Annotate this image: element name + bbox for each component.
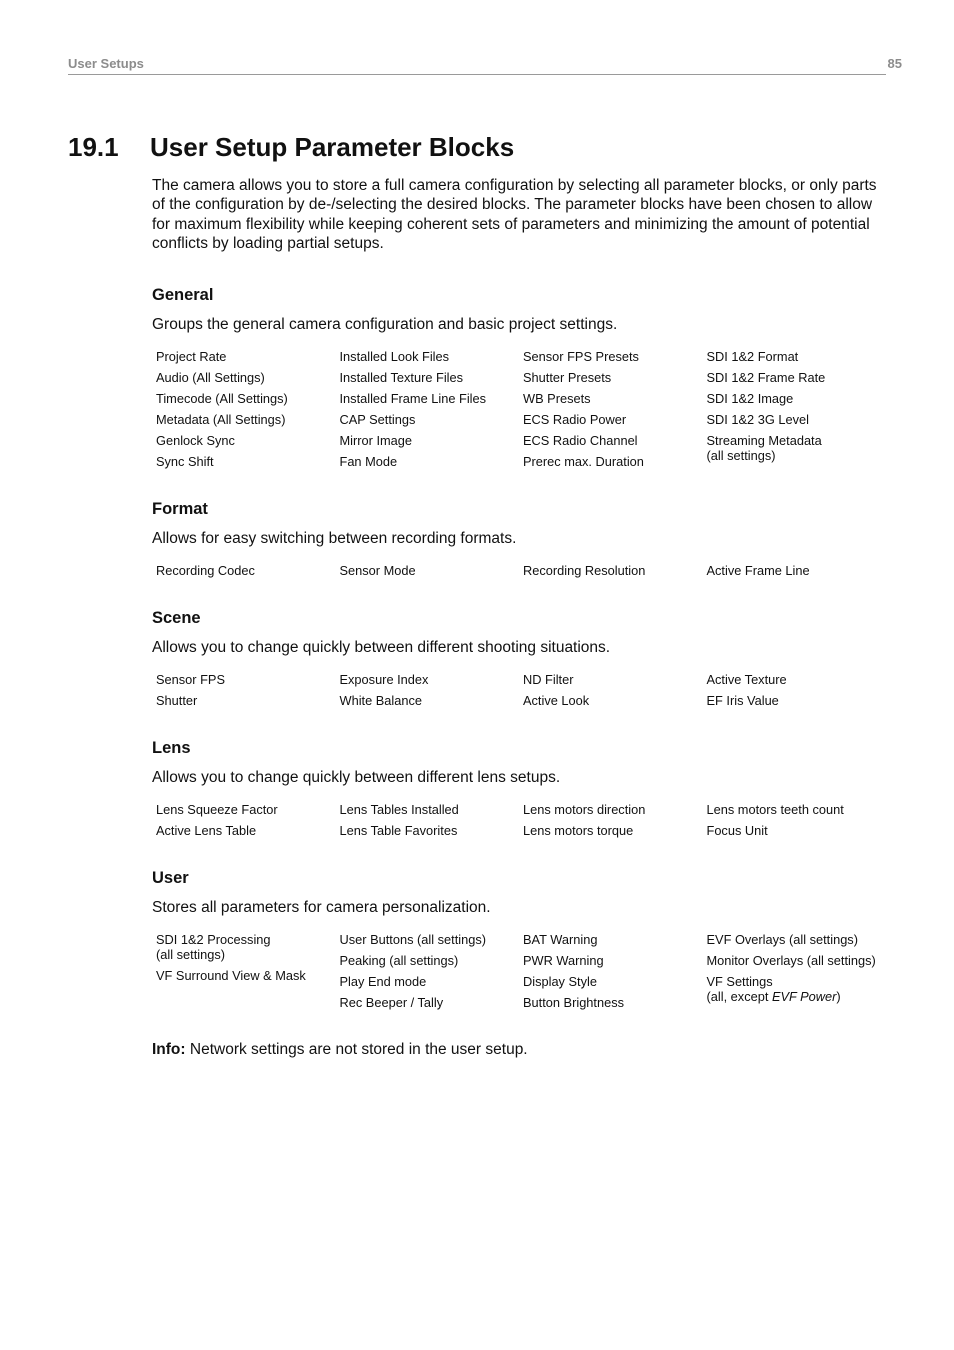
parameter-item [340, 802, 524, 817]
parameter-item [156, 433, 340, 448]
note-prefix: (all, except [706, 989, 772, 1005]
parameter-item [523, 454, 707, 469]
parameter-item-label: Installed Texture Files [339, 370, 464, 386]
parameter-item-label: Fan Mode [339, 454, 398, 470]
parameter-item-label: Sensor FPS [156, 672, 225, 688]
parameter-item [523, 932, 707, 947]
parameter-column [707, 932, 891, 1016]
note-emphasis: EVF Power [771, 989, 837, 1005]
parameter-item [156, 349, 340, 364]
parameter-item [156, 370, 340, 385]
parameter-item-label: Lens Squeeze Factor [156, 802, 278, 818]
parameter-column [340, 563, 524, 584]
parameter-item [523, 412, 707, 427]
parameter-column [523, 563, 707, 584]
section-title-text: User Setup Parameter Blocks [150, 132, 515, 162]
parameter-item-label: Audio (All Settings) [156, 370, 265, 386]
header-section-title: User Setups [68, 56, 144, 71]
parameter-item [156, 672, 340, 687]
parameter-column [707, 563, 891, 584]
parameter-item-line: Streaming Metadata [706, 433, 822, 449]
parameter-grid [156, 802, 882, 844]
parameter-item [707, 391, 891, 406]
parameter-item-label: Active Frame Line [706, 563, 810, 579]
parameter-item [340, 672, 524, 687]
parameter-item-label: EF Iris Value [706, 693, 779, 709]
parameter-item [707, 433, 891, 463]
parameter-item-label: Peaking (all settings) [339, 953, 459, 969]
parameter-item [707, 672, 891, 687]
parameter-item [340, 823, 524, 838]
section-heading: Format [152, 500, 208, 519]
section-user [152, 868, 882, 1016]
parameter-item-label: Active Texture [706, 672, 787, 688]
parameter-item-label: Sensor FPS Presets [523, 349, 639, 365]
section-format [152, 499, 882, 584]
section-title [68, 132, 514, 163]
parameter-item-label: Active Look [523, 693, 590, 709]
parameter-item-label: Installed Frame Line Files [339, 391, 487, 407]
info-label: Info: [152, 1041, 186, 1059]
parameter-column [707, 802, 891, 844]
parameter-item-label: Metadata (All Settings) [156, 412, 286, 428]
parameter-item [156, 412, 340, 427]
parameter-item [340, 932, 524, 947]
vf-settings-note [707, 989, 891, 1004]
parameter-item-label: Monitor Overlays (all settings) [706, 953, 876, 969]
parameter-item [340, 433, 524, 448]
parameter-item-label: WB Presets [523, 391, 591, 407]
parameter-item [707, 412, 891, 427]
parameter-column [340, 672, 524, 714]
section-scene [152, 608, 882, 714]
parameter-item-label: Play End mode [339, 974, 427, 990]
parameter-item-label: EVF Overlays (all settings) [706, 932, 858, 948]
parameter-column [523, 349, 707, 475]
parameter-item-label: BAT Warning [523, 932, 598, 948]
parameter-item-label: VF Settings [706, 974, 773, 990]
parameter-column [340, 932, 524, 1016]
parameter-item [707, 370, 891, 385]
parameter-item [707, 693, 891, 708]
parameter-item-label: Exposure Index [339, 672, 429, 688]
info-note [152, 1040, 882, 1060]
parameter-item [523, 802, 707, 817]
parameter-item-label: Sync Shift [156, 454, 214, 470]
parameter-item [523, 974, 707, 989]
parameter-grid [156, 932, 882, 1016]
section-number: 19.1 [68, 132, 119, 162]
parameter-item-label: SDI 1&2 Image [706, 391, 794, 407]
section-description: Groups the general camera configuration and basic project settings. [152, 316, 618, 334]
parameter-item-label: ND Filter [523, 672, 574, 688]
parameter-item [523, 391, 707, 406]
section-heading: Scene [152, 609, 201, 628]
section-lens [152, 738, 882, 844]
parameter-item-label: Rec Beeper / Tally [339, 995, 444, 1011]
parameter-item-label: Active Lens Table [156, 823, 257, 839]
parameter-item [523, 823, 707, 838]
parameter-column [523, 802, 707, 844]
parameter-item-label: Project Rate [156, 349, 227, 365]
intro-paragraph: The camera allows you to store a full camera configuration by selecting all parameter blocks, or only parts of the configuration by de-/selecting the desired blocks. The parameter blocks have been chosen to allow for maximum flexibility while keeping coherent sets of parameters and minimizing the amount of potential conflicts by loading partial setups. [152, 177, 877, 252]
section-description: Allows you to change quickly between different shooting situations. [152, 639, 611, 657]
parameter-item [523, 370, 707, 385]
parameter-item [156, 802, 340, 817]
parameter-column [340, 349, 524, 475]
parameter-item-label: User Buttons (all settings) [339, 932, 487, 948]
parameter-item-label: Timecode (All Settings) [156, 391, 288, 407]
parameter-item [156, 563, 340, 578]
parameter-item [707, 932, 891, 947]
parameter-item-label: Display Style [523, 974, 597, 990]
page-header [68, 56, 902, 75]
parameter-item [523, 349, 707, 364]
parameter-item-label: Shutter Presets [523, 370, 612, 386]
parameter-item-label: Button Brightness [523, 995, 625, 1011]
parameter-item-label: Sensor Mode [339, 563, 416, 579]
parameter-column [340, 802, 524, 844]
parameter-item-line: (all settings) [706, 448, 776, 464]
parameter-item-label: PWR Warning [523, 953, 604, 969]
section-heading: Lens [152, 739, 191, 758]
parameter-item [523, 953, 707, 968]
parameter-item-label: Prerec max. Duration [523, 454, 644, 470]
parameter-item [523, 433, 707, 448]
parameter-item [340, 454, 524, 469]
parameter-item [340, 953, 524, 968]
parameter-item [707, 823, 891, 838]
parameter-item [707, 953, 891, 968]
parameter-grid [156, 563, 882, 584]
parameter-column [707, 349, 891, 475]
parameter-column [156, 349, 340, 475]
parameter-item [340, 974, 524, 989]
parameter-item [707, 802, 891, 817]
parameter-item [523, 563, 707, 578]
parameter-item-label: Mirror Image [339, 433, 413, 449]
parameter-item [340, 370, 524, 385]
parameter-column [523, 672, 707, 714]
parameter-item-label: Lens motors torque [523, 823, 634, 839]
parameter-item [340, 391, 524, 406]
parameter-item-label: ECS Radio Channel [523, 433, 638, 449]
parameter-grid [156, 672, 882, 714]
parameter-item-label: Installed Look Files [339, 349, 450, 365]
parameter-item-label: Lens motors teeth count [706, 802, 844, 818]
parameter-item-label: Recording Resolution [523, 563, 646, 579]
parameter-item-label: Lens Tables Installed [339, 802, 459, 818]
info-text: Network settings are not stored in the user setup. [185, 1041, 528, 1059]
parameter-item-label: CAP Settings [339, 412, 416, 428]
parameter-item-label: Recording Codec [156, 563, 255, 579]
section-description: Allows for easy switching between recording formats. [152, 530, 517, 548]
parameter-item [340, 693, 524, 708]
parameter-column [707, 672, 891, 714]
parameter-item-label: Shutter [156, 693, 198, 709]
parameter-item [156, 693, 340, 708]
parameter-item [523, 672, 707, 687]
parameter-item [156, 454, 340, 469]
parameter-item-label: White Balance [339, 693, 423, 709]
section-description: Stores all parameters for camera personalization. [152, 899, 491, 917]
parameter-item-label: SDI 1&2 3G Level [706, 412, 809, 428]
parameter-item [156, 968, 340, 983]
parameter-item [340, 412, 524, 427]
parameter-item-label: SDI 1&2 Frame Rate [706, 370, 826, 386]
parameter-item-label: Lens motors direction [523, 802, 646, 818]
parameter-column [156, 672, 340, 714]
parameter-column [156, 932, 340, 1016]
parameter-item [707, 974, 891, 1004]
section-general [152, 285, 882, 475]
main-content [152, 176, 882, 1060]
parameter-item-label: Lens Table Favorites [339, 823, 458, 839]
parameter-column [156, 802, 340, 844]
parameter-item [156, 932, 340, 962]
parameter-item [156, 391, 340, 406]
parameter-item-line: (all settings) [156, 947, 225, 963]
parameter-item-label: Focus Unit [706, 823, 768, 839]
parameter-item [707, 349, 891, 364]
parameter-item [523, 995, 707, 1010]
section-description: Allows you to change quickly between different lens setups. [152, 769, 561, 787]
parameter-item-label: ECS Radio Power [523, 412, 627, 428]
parameter-item-label: SDI 1&2 Format [706, 349, 799, 365]
parameter-item [523, 693, 707, 708]
parameter-item-line: SDI 1&2 Processing [156, 932, 271, 948]
parameter-item [340, 995, 524, 1010]
parameter-block-sections [152, 285, 882, 1016]
parameter-column [523, 932, 707, 1016]
parameter-item [156, 823, 340, 838]
parameter-item-label: Genlock Sync [156, 433, 235, 449]
parameter-item [707, 563, 891, 578]
parameter-column [156, 563, 340, 584]
parameter-item [340, 349, 524, 364]
section-heading: User [152, 869, 189, 888]
section-heading: General [152, 286, 214, 305]
header-page-number: 85 [887, 56, 902, 71]
note-suffix: ) [836, 989, 841, 1005]
parameter-grid [156, 349, 882, 475]
parameter-item [340, 563, 524, 578]
parameter-item-label: VF Surround View & Mask [156, 968, 306, 984]
